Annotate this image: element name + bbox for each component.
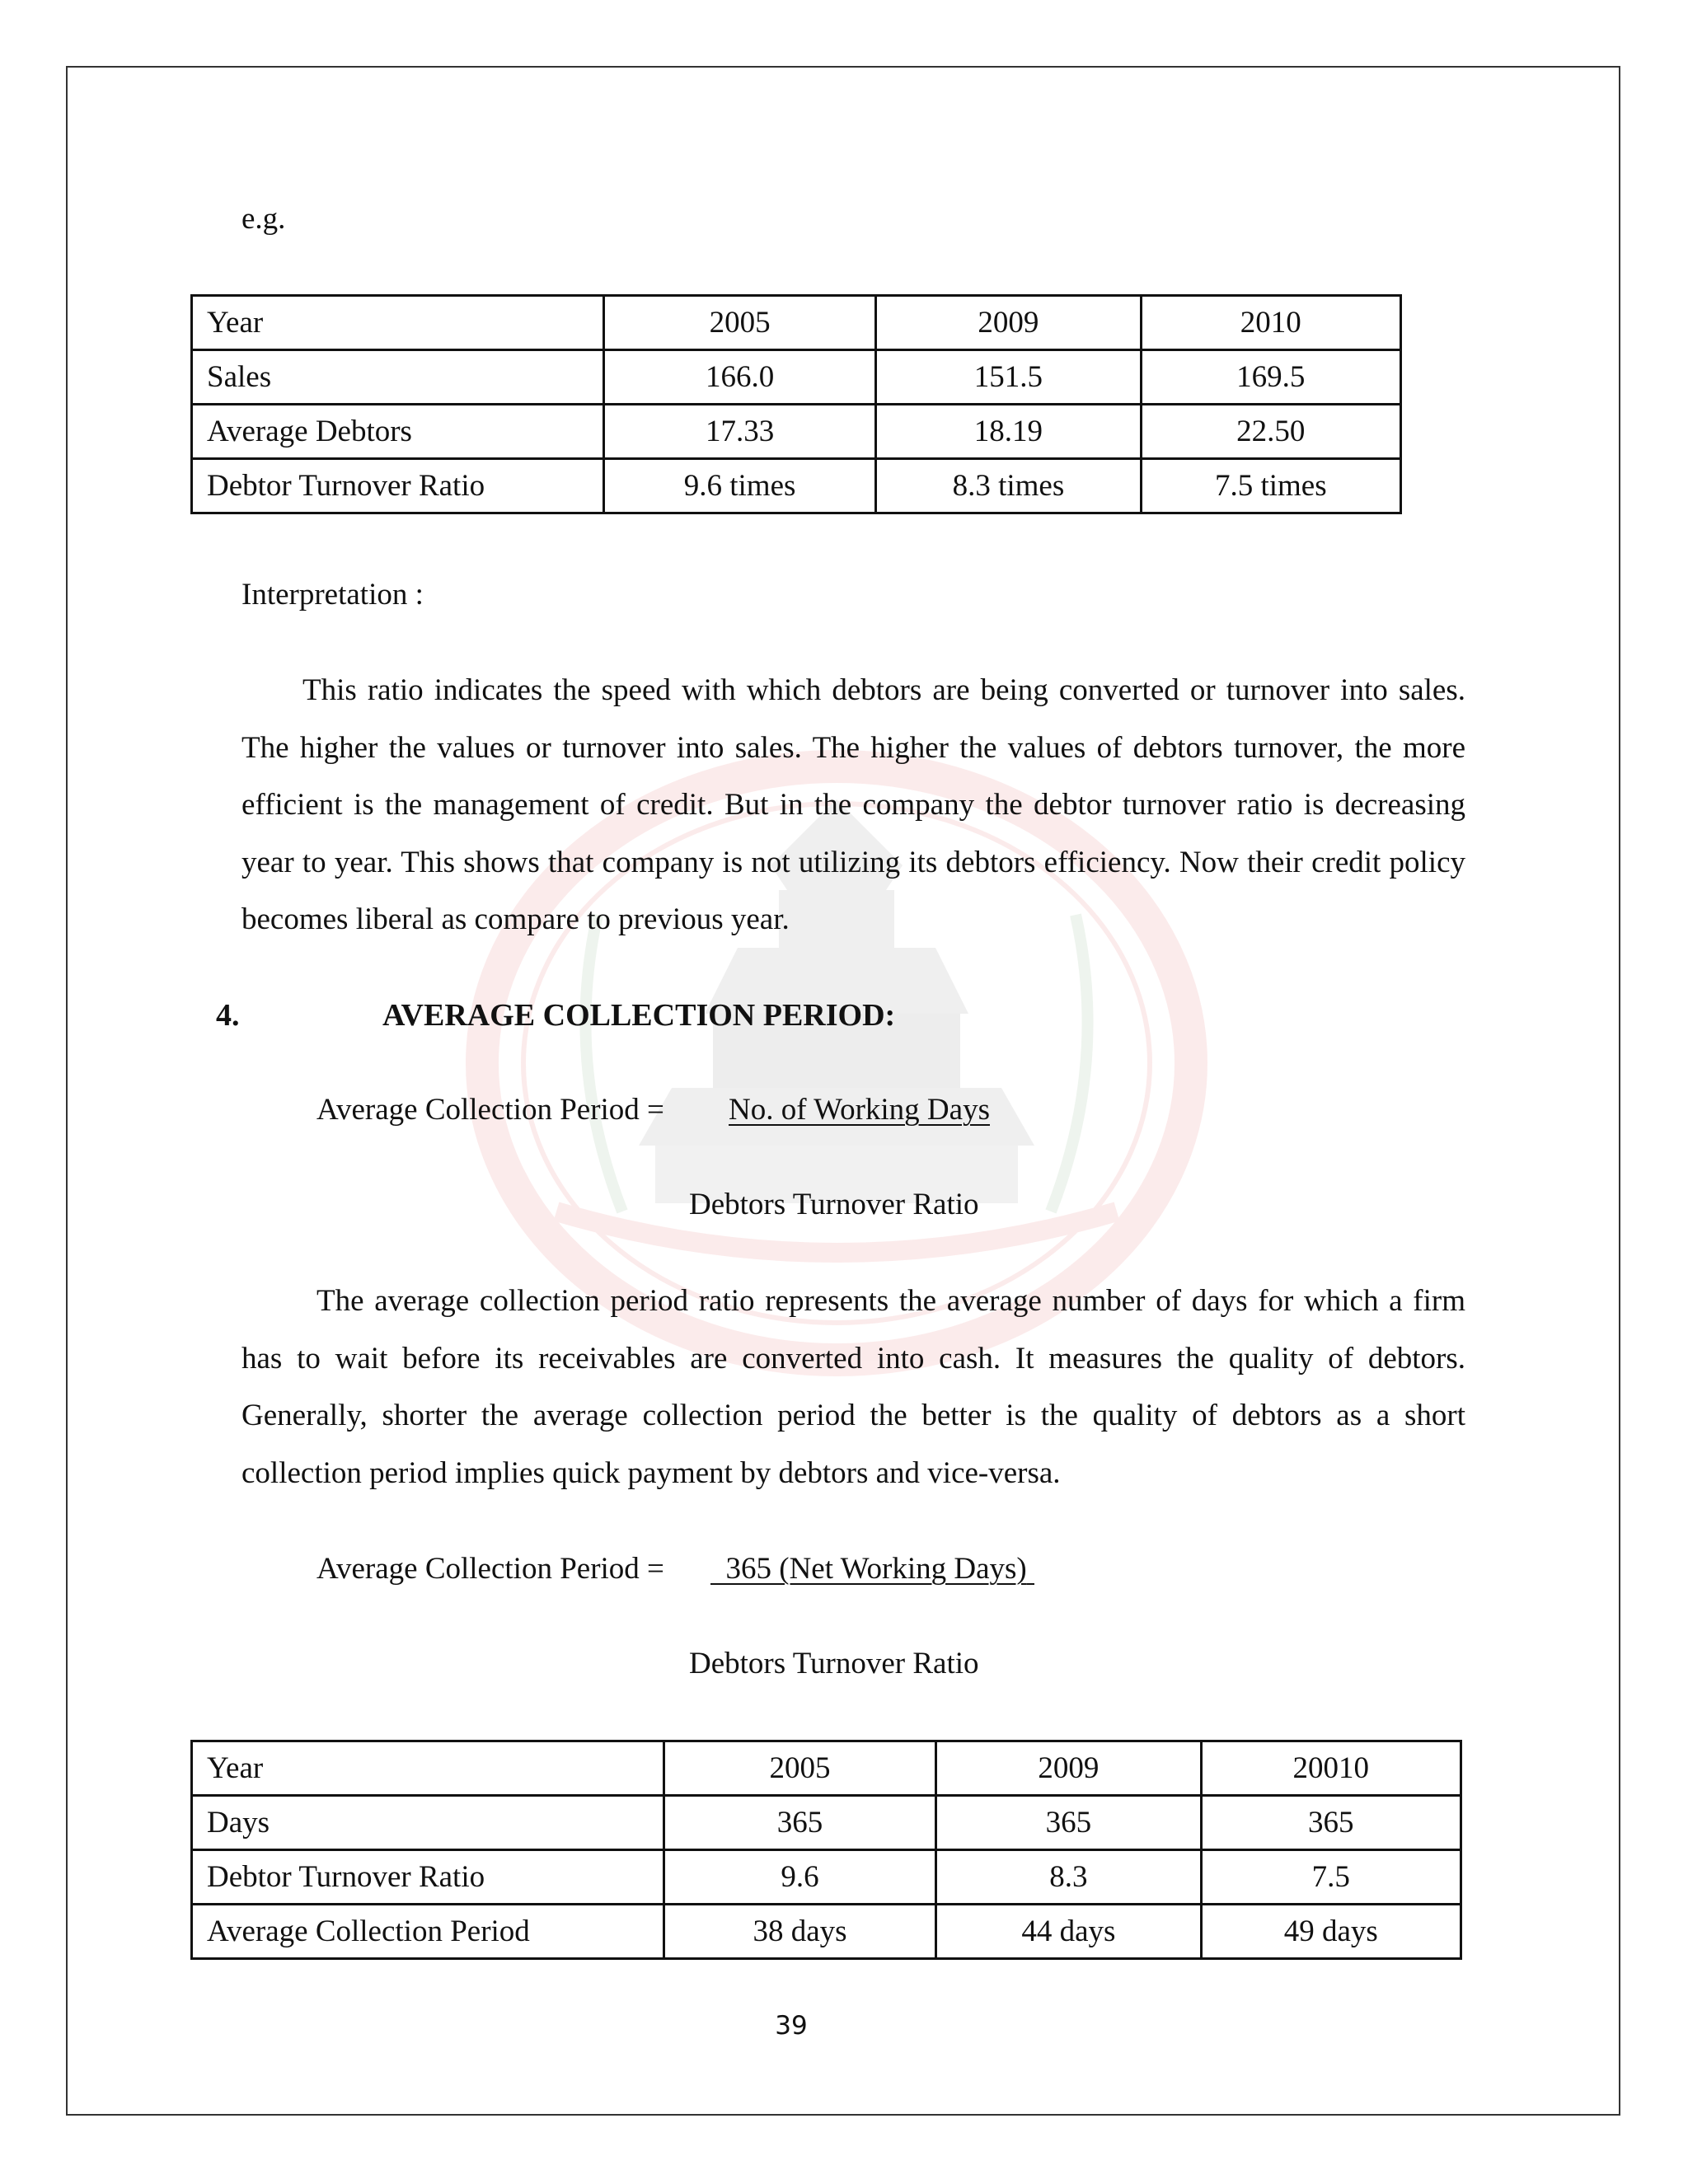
- table-cell: Sales: [192, 350, 604, 405]
- table-row: [192, 296, 1401, 350]
- table-row: [192, 1796, 1461, 1850]
- table-cell: Year: [192, 1741, 664, 1796]
- debtor-turnover-table: [190, 294, 1402, 514]
- table-cell: 9.6: [663, 1850, 935, 1905]
- table-cell: 365: [663, 1796, 935, 1850]
- formula1-numerator: No. of Working Days: [729, 1093, 990, 1127]
- formula2-lhs: Average Collection Period =: [316, 1552, 664, 1586]
- table-row: [192, 1741, 1461, 1796]
- table-cell: 365: [1201, 1796, 1461, 1850]
- table-cell: 49 days: [1201, 1905, 1461, 1959]
- table-cell: 7.5: [1201, 1850, 1461, 1905]
- table-cell: 2009: [876, 296, 1141, 350]
- paragraph-text: The average collection period ratio represents the average number of days for which a firm has to wait before its receivables are converted into cash. It measures the quality of debtors. Generally, shorter the average collection period the better is the quality of debtors as a short collection period implies quick payment by debtors and vice-versa.: [241, 1284, 1465, 1490]
- table-cell: 2005: [603, 296, 875, 350]
- table-cell: 8.3 times: [876, 459, 1141, 513]
- collection-period-table: [190, 1740, 1462, 1960]
- table-cell: 2005: [663, 1741, 935, 1796]
- table-cell: Days: [192, 1796, 664, 1850]
- paragraph-text: This ratio indicates the speed with which debtors are being converted or turnover into sales. The higher the values or turnover into sales. The higher the values of debtors turnover, the more efficient is the management of credit. But in the company the debtor turnover ratio is decreasing year to year. This shows that company is not utilizing its debtors efficiency. Now their credit policy becomes liberal as compare to previous year.: [241, 673, 1465, 936]
- table-cell: Debtor Turnover Ratio: [192, 459, 604, 513]
- table-cell: 2009: [936, 1741, 1201, 1796]
- intro-text: e.g.: [241, 202, 286, 236]
- table-cell: 169.5: [1141, 350, 1400, 405]
- table-cell: Average Collection Period: [192, 1905, 664, 1959]
- table-cell: 22.50: [1141, 405, 1400, 459]
- collection-period-paragraph: [241, 1272, 1465, 1502]
- table-cell: 9.6 times: [603, 459, 875, 513]
- interpretation-paragraph: [241, 662, 1465, 949]
- table-row: [192, 459, 1401, 513]
- table-cell: 38 days: [663, 1905, 935, 1959]
- table-row: [192, 1905, 1461, 1959]
- section-number: 4.: [216, 998, 240, 1033]
- table-cell: 166.0: [603, 350, 875, 405]
- page-number: 39: [775, 2011, 808, 2041]
- table-cell: 7.5 times: [1141, 459, 1400, 513]
- table-cell: 8.3: [936, 1850, 1201, 1905]
- formula2-numerator: [710, 1551, 1034, 1587]
- table-cell: 44 days: [936, 1905, 1201, 1959]
- formula2-denominator: Debtors Turnover Ratio: [689, 1647, 979, 1680]
- table-cell: 18.19: [876, 405, 1141, 459]
- interpretation-label: Interpretation :: [241, 578, 424, 612]
- table-cell: Year: [192, 296, 604, 350]
- table-row: [192, 405, 1401, 459]
- table-cell: 2010: [1141, 296, 1400, 350]
- table-row: [192, 350, 1401, 405]
- table-cell: 17.33: [603, 405, 875, 459]
- table-cell: 20010: [1201, 1741, 1461, 1796]
- table-cell: 365: [936, 1796, 1201, 1850]
- table-cell: Average Debtors: [192, 405, 604, 459]
- formula1-lhs: Average Collection Period =: [316, 1093, 664, 1127]
- table-cell: 151.5: [876, 350, 1141, 405]
- section-title: AVERAGE COLLECTION PERIOD:: [382, 998, 896, 1033]
- formula2-numerator-text: 365 (Net Working Days): [725, 1552, 1027, 1586]
- formula1-denominator: Debtors Turnover Ratio: [689, 1188, 979, 1221]
- table-cell: Debtor Turnover Ratio: [192, 1850, 664, 1905]
- table-row: [192, 1850, 1461, 1905]
